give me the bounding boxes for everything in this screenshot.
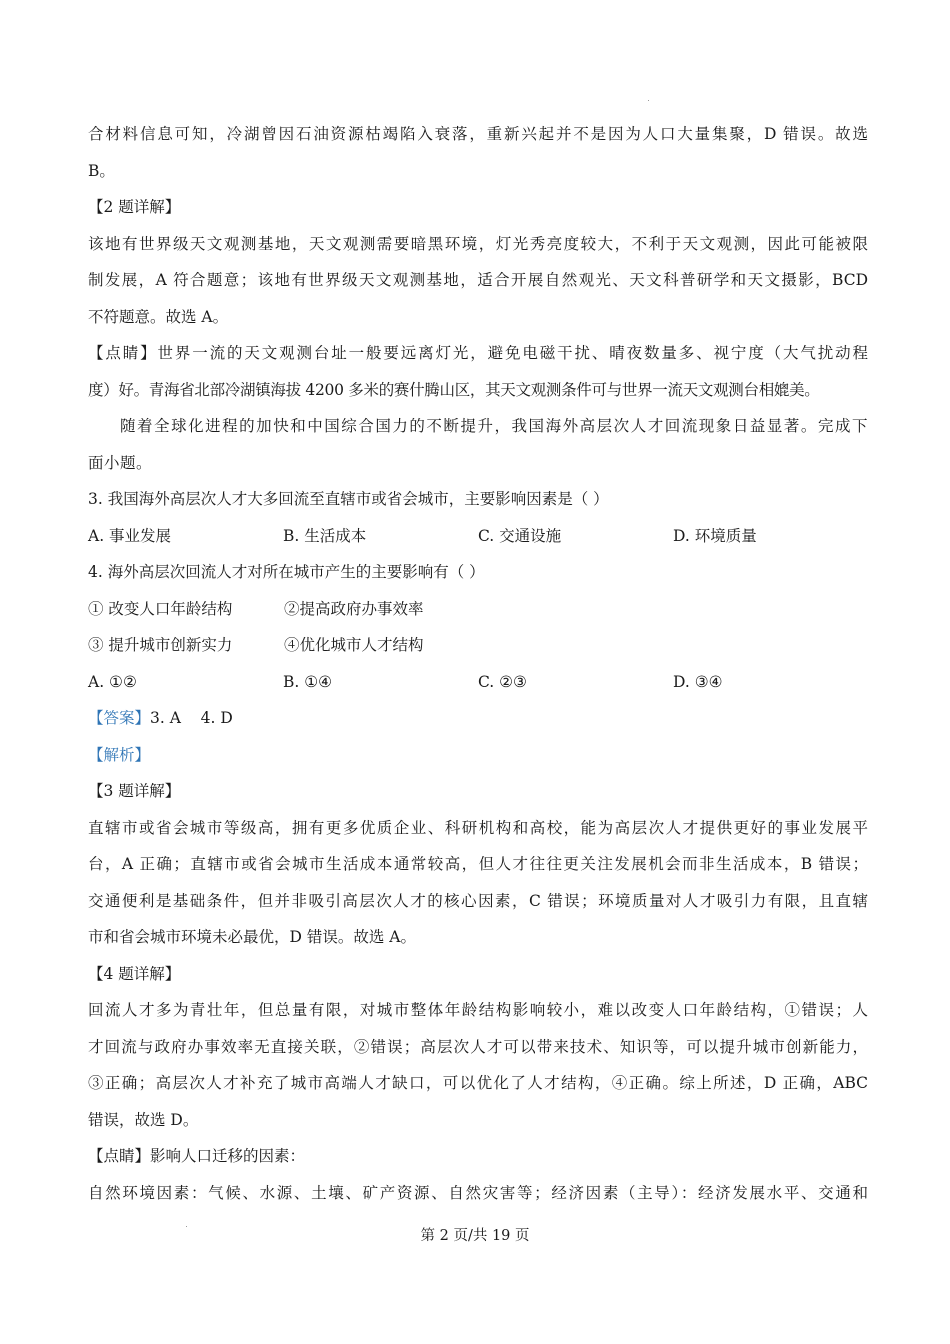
answer-line (88, 700, 868, 737)
text-line: 【点睛】世界一流的天文观测台址一般要远离灯光，避免电磁干扰、晴夜数量多、视宁度（大气扰动程 (88, 344, 868, 362)
question-4: 4. 海外高层次回流人才对所在城市产生的主要影响有（ ） (88, 563, 485, 581)
option-c: C. ②③ (478, 672, 527, 691)
text-line: 直辖市或省会城市等级高，拥有更多优质企业、科研机构和高校，能为高层次人才提供更好的事业发展平 (88, 818, 868, 837)
section-heading: 【4 题详解】 (88, 964, 181, 983)
text-line: 才回流与政府办事效率无直接关联，②错误；高层次人才可以带来技术、知识等，可以提升城市创新能力， (88, 1037, 868, 1056)
page-footer: 第 2 页/共 19 页 (420, 1228, 530, 1244)
option-b: B. 生活成本 (283, 526, 367, 545)
section-heading: 【2 题详解】 (88, 198, 181, 216)
text-line: 台，A 正确；直辖市或省会城市生活成本通常较高，但人才往往更关注发展机会而非生活成本，B 错误； (88, 855, 868, 873)
question-4-options (88, 664, 868, 701)
option-d: D. ③④ (673, 672, 723, 691)
option-d: D. 环境质量 (673, 526, 757, 545)
item-4: ④优化城市人才结构 (284, 636, 424, 654)
text-line: 合材料信息可知，冷湖曾因石油资源枯竭陷入衰落，重新兴起并不是因为人口大量集聚，D 错误。故选 (88, 125, 868, 143)
answer-tag: 【答案】 (88, 709, 151, 727)
text-line: 错误，故选 D。 (88, 1110, 199, 1129)
text-line: 不符题意。故选 A。 (88, 307, 229, 326)
option-a: A. 事业发展 (88, 526, 172, 545)
passage-line: 面小题。 (88, 453, 153, 472)
text-line: 该地有世界级天文观测基地，天文观测需要暗黑环境，灯光秀亮度较大，不利于天文观测，因此可能被限 (88, 234, 868, 253)
text-line: ③正确；高层次人才补充了城市高端人才缺口，可以优化了人才结构，④正确。综上所述，D 正确，ABC (88, 1074, 868, 1092)
question-4-items (88, 627, 868, 664)
text-line: 回流人才多为青壮年，但总量有限，对城市整体年龄结构影响较小，难以改变人口年龄结构，①错误；人 (88, 1001, 868, 1019)
scan-dot (648, 100, 649, 101)
section-heading: 【3 题详解】 (88, 782, 181, 800)
passage-line: 随着全球化进程的加快和中国综合国力的不断提升，我国海外高层次人才回流现象日益显著。完成下 (120, 417, 868, 435)
question-4-items (88, 591, 868, 628)
tip-heading: 【点睛】影响人口迁移的因素： (88, 1147, 306, 1165)
option-a: A. ①② (88, 672, 137, 691)
question-3: 3. 我国海外高层次人才大多回流至直辖市或省会城市，主要影响因素是（ ） (88, 490, 609, 508)
text-line: 制发展，A 符合题意；该地有世界级天文观测基地，适合开展自然观光、天文科普研学和天文摄影，BCD (88, 271, 868, 289)
answer-text: 3. A 4. D (150, 709, 233, 727)
text-line: 度）好。青海省北部冷湖镇海拔 4200 多米的赛什腾山区，其天文观测条件可与世界一流天文观测台相媲美。 (88, 380, 820, 399)
text-line: 交通便利是基础条件，但并非吸引高层次人才的核心因素，C 错误；环境质量对人才吸引力有限，且直辖 (88, 891, 868, 910)
document-body (88, 116, 868, 1211)
question-3-options (88, 518, 868, 555)
item-3: ③ 提升城市创新实力 (88, 636, 233, 654)
text-line: 自然环境因素：气候、水源、土壤、矿产资源、自然灾害等；经济因素（主导）：经济发展水平、交通和 (88, 1183, 868, 1202)
option-b: B. ①④ (283, 672, 333, 691)
option-c: C. 交通设施 (478, 526, 562, 545)
item-2: ②提高政府办事效率 (284, 599, 424, 618)
item-1: ① 改变人口年龄结构 (88, 599, 233, 618)
analysis-tag: 【解析】 (88, 745, 151, 764)
text-line: B。 (88, 161, 115, 180)
text-line: 市和省会城市环境未必最优，D 错误。故选 A。 (88, 928, 416, 946)
